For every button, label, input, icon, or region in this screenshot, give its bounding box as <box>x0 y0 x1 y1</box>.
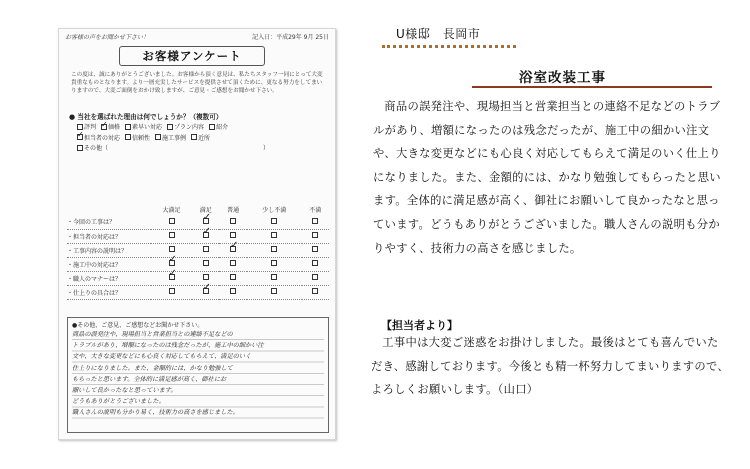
checkbox-icon <box>125 124 131 130</box>
reason-option <box>77 144 108 155</box>
rating-header-blank <box>67 203 151 215</box>
rating-header-row <box>67 203 329 215</box>
rating-cell <box>302 285 329 299</box>
survey-title: お客様アンケート <box>119 46 265 66</box>
checkbox-icon <box>312 218 318 224</box>
reason-label: 価格 <box>108 124 121 131</box>
checkbox-icon <box>203 260 209 266</box>
rating-cell <box>302 215 329 229</box>
checkbox-icon <box>230 288 236 294</box>
checkbox-icon <box>230 232 236 238</box>
checked-box-icon <box>101 124 107 130</box>
customer-line: U様邸 長岡市 <box>396 27 481 41</box>
checkbox-icon <box>155 134 161 140</box>
checkbox-icon <box>312 246 318 252</box>
reason-label: その他（ <box>84 145 109 152</box>
handwritten-line: もらったと思います。全体的に満足感が高く、御社にお <box>72 375 227 383</box>
checkbox-icon <box>125 134 131 140</box>
handwritten-line: 商品の誤発注や、現場担当と営業担当との連絡不足などの <box>72 331 233 338</box>
rating-cell <box>247 271 302 285</box>
rating-cell <box>302 243 329 257</box>
survey-card <box>58 28 336 440</box>
rating-cell <box>302 257 329 271</box>
survey-intro: この度は、誠にありがとうございました。お客様から頂く意見は、私たちスタッフ一同にとって大変貴重なものとなります。より一層充実したサービスを提供させて頂くために、更なる努力をしてまいりますので、大変ご面倒をおかけ致しますが、ご意見・ご感想をお聞かせ下さい。 <box>71 72 323 95</box>
checked-box-icon <box>169 274 175 280</box>
section-underline <box>472 86 712 88</box>
rating-label: ・仕上りの具合は？ <box>67 285 151 299</box>
customer-review: 商品の誤発注や、現場担当と営業担当との連絡不足などのトラブルがあり、増額になったのは残念だったが、施工中の細かい注文や、大きな変更などにも心良く対応してもらえて満足のいく仕上りになりました。また、金額的には、かなり勉強してもらったと思います。全体的に満足感が高く、御社にお願いして良かったなと思っています。どうもありがとうございました。職人さんの説明も分かりやすく、技術力の高さを感じました。 <box>373 100 721 255</box>
handwritten-line: 職人さんの説明も分かり易く、技術力の高さを感じました。 <box>72 409 239 417</box>
comments-heading: ●その他、ご意見、ご感想などお聞かせ下さい。 <box>72 322 204 329</box>
checkbox-icon <box>203 274 209 280</box>
rating-label: ・職人のマナーは？ <box>67 271 151 285</box>
rating-cell <box>192 257 219 271</box>
checkbox-icon <box>271 232 277 238</box>
checkbox-icon <box>312 288 318 294</box>
staff-reply: 工事中は大変ご迷惑をお掛けしました。最後はとても喜んでいただき、感謝しております。今後とも精一杯努力してまいりますので、よろしくお願いします。（山口） <box>371 336 729 397</box>
checkbox-icon <box>77 145 83 151</box>
rating-cell <box>247 215 302 229</box>
survey-date-line: 記入日：平成29年 9月 25日 <box>252 34 329 41</box>
rating-label: ・施工中の対応は？ <box>67 257 151 271</box>
checkbox-icon <box>230 218 236 224</box>
dotted-divider <box>382 45 516 48</box>
rating-label: ・今回の工事は？ <box>67 215 151 229</box>
reason-label: 施工事例 <box>162 134 187 142</box>
checkbox-icon <box>271 288 277 294</box>
checkbox-icon <box>169 246 175 252</box>
rating-cell <box>192 285 219 299</box>
checkbox-icon <box>271 218 277 224</box>
rating-cell <box>151 285 192 299</box>
rating-cell <box>302 271 329 285</box>
checked-box-icon <box>203 218 209 224</box>
checkbox-icon <box>312 274 318 280</box>
checkbox-icon <box>169 288 175 294</box>
survey-top-note: お客様の声をお聞かせ下さい！ <box>65 34 150 41</box>
reason-question-text: 当社を選ばれた理由は何でしょうか？（複数可） <box>77 113 223 121</box>
checkbox-icon <box>230 260 236 266</box>
rating-row <box>67 229 329 243</box>
rating-cell <box>151 271 192 285</box>
rating-row <box>67 285 329 299</box>
checked-box-icon <box>77 134 83 140</box>
rating-cell <box>247 229 302 243</box>
reason-option <box>77 134 120 145</box>
checkbox-icon <box>271 260 277 266</box>
checked-box-icon <box>203 288 209 294</box>
rating-cell <box>219 257 246 271</box>
checkbox-icon <box>271 274 277 280</box>
rating-table <box>67 203 329 300</box>
handwritten-comments <box>72 329 324 419</box>
rating-cell <box>151 229 192 243</box>
rating-header: 大満足 <box>162 206 181 214</box>
handwritten-line: どうもありがとうございました。 <box>72 398 165 406</box>
handwritten-line: 仕上りになりました。また、金額的には、かなり勉強して <box>72 364 233 372</box>
rating-cell <box>247 285 302 299</box>
reason-label: 素早い対応 <box>132 124 163 131</box>
checkbox-icon <box>203 246 209 252</box>
checkbox-icon <box>77 124 83 130</box>
checkbox-icon <box>271 246 277 252</box>
bullet-icon: ● <box>69 113 76 121</box>
rating-row <box>67 243 329 257</box>
other-close: ） <box>263 145 270 152</box>
checked-box-icon <box>169 260 175 266</box>
checkbox-icon <box>312 260 318 266</box>
reason-question <box>69 111 222 121</box>
reason-label: 評判 <box>84 124 97 131</box>
rating-cell <box>151 215 192 229</box>
reason-option <box>167 123 204 134</box>
rating-row <box>67 271 329 285</box>
reason-label: 信頼性 <box>132 134 151 142</box>
checked-box-icon <box>230 246 236 252</box>
rating-cell <box>247 243 302 257</box>
rating-header: 少し不満 <box>262 206 287 214</box>
reason-label: 紹介 <box>216 124 229 131</box>
reason-options <box>77 123 327 155</box>
rating-label: ・担当者の対応は？ <box>67 229 151 243</box>
handwritten-line: 願いして良かったなと思っています。 <box>72 387 177 395</box>
checkbox-icon <box>169 232 175 238</box>
reason-option <box>125 123 162 134</box>
section-title: 浴室改装工事 <box>519 70 606 86</box>
rating-cell <box>219 215 246 229</box>
rating-cell <box>302 229 329 243</box>
reason-label: プラン内容 <box>174 124 205 131</box>
staff-label: 【担当者より】 <box>381 319 458 332</box>
survey-header-row <box>65 33 329 43</box>
rating-header: 普通 <box>227 206 240 214</box>
rating-row <box>67 257 329 271</box>
checkbox-icon <box>209 124 215 130</box>
reason-label: 担当者の対応 <box>84 134 121 142</box>
comments-box <box>67 317 329 433</box>
reason-option <box>209 123 228 134</box>
checkbox-icon <box>169 218 175 224</box>
rating-cell <box>219 243 246 257</box>
reason-option <box>101 123 120 134</box>
rating-label: ・工事内容の説明は？ <box>67 243 151 257</box>
rating-cell <box>192 229 219 243</box>
checkbox-icon <box>230 274 236 280</box>
reason-option <box>125 134 150 145</box>
rating-cell <box>219 285 246 299</box>
rating-cell <box>192 243 219 257</box>
rating-cell <box>219 271 246 285</box>
reason-label: 近所 <box>198 134 211 142</box>
checkbox-icon <box>167 124 173 130</box>
rating-row <box>67 215 329 229</box>
rating-header: 不満 <box>309 206 322 214</box>
handwritten-line: 文や、大きな変更などにも心良く対応してもらえて、満足のいく <box>72 353 252 361</box>
rating-cell <box>247 257 302 271</box>
reason-option <box>155 134 186 145</box>
rating-header: 満足 <box>199 206 212 214</box>
checked-box-icon <box>203 232 209 238</box>
reason-option <box>191 134 210 145</box>
handwritten-line: トラブルがあり、増額になったのは残念だったが、施工中の細かい注 <box>72 342 264 350</box>
checkbox-icon <box>312 232 318 238</box>
checkbox-icon <box>191 134 197 140</box>
